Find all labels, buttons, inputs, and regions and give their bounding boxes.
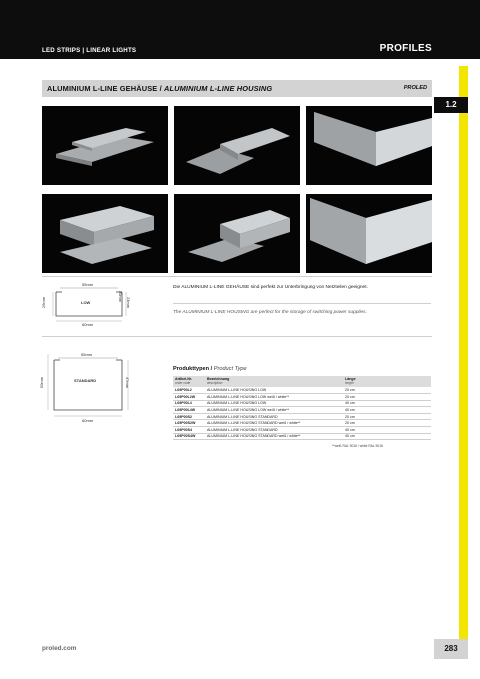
divider [42, 276, 432, 277]
product-photo-standard-closeup [306, 194, 432, 273]
product-title-bar [42, 80, 432, 97]
product-photo-standard-pair [42, 194, 168, 273]
accent-stripe [459, 66, 468, 639]
section-title: PROFILES [379, 43, 432, 54]
variant-label: STANDARD [74, 378, 97, 383]
col-order-code: Artikel-Nr. order code [173, 376, 205, 387]
dim-top: 55mm [81, 352, 93, 357]
header-band [0, 0, 480, 59]
drawing-standard [36, 348, 136, 426]
product-types-table [173, 376, 431, 440]
table-header-row [173, 376, 431, 387]
divider [173, 303, 431, 304]
section-number-tab: 1.2 [434, 97, 468, 113]
dim-top: 55mm [82, 282, 94, 287]
dim-right-inner: 20mm [118, 290, 124, 303]
dim-right: 47mm [125, 376, 131, 389]
col-description: Bezeichnung description [205, 376, 343, 387]
dim-left: 25mm [41, 296, 47, 309]
variant-label: LOW [81, 300, 91, 305]
description-en: The ALUMINIUM L-LINE HOUSING are perfect for the storage of switching power supplies. [173, 310, 367, 315]
dim-bottom: 60mm [82, 322, 94, 327]
category-label: LED STRIPS | LINEAR LIGHTS [42, 47, 137, 54]
divider [42, 336, 432, 337]
drawing-low [42, 280, 132, 328]
product-photo-low-angled [174, 106, 300, 185]
page-number: 283 [434, 639, 468, 659]
table-footnote: **weiß RAL 9016 / white RAL 9016 [332, 444, 383, 448]
table-row: L69P00S2W ALUMINIUM L-LINE HOUSING STANDARD weiß / white** 20 cm [173, 420, 431, 427]
dim-left: 50mm [39, 376, 45, 389]
product-photo-standard-angled [174, 194, 300, 273]
table-row: L69P00S2 ALUMINIUM L-LINE HOUSING STANDARD 20 cm [173, 413, 431, 420]
table-row: L69P00S4 ALUMINIUM L-LINE HOUSING STANDARD 40 cm [173, 427, 431, 434]
product-photo-low-pair [42, 106, 168, 185]
product-photo-low-closeup [306, 106, 432, 185]
website-link[interactable]: proled.com [42, 645, 77, 652]
table-row: L69P00S4W ALUMINIUM L-LINE HOUSING STANDARD weiß / white** 40 cm [173, 433, 431, 440]
dim-right: 23mm [126, 296, 132, 309]
col-length: Länge length [343, 376, 431, 387]
table-row: L69P00L2W ALUMINIUM L-LINE HOUSING LOW weiß / white** 20 cm [173, 394, 431, 401]
product-types-title: Produkttypen / Product Type [173, 366, 247, 372]
brand-logo: PROLED [403, 85, 427, 91]
table-row: L69P00L4 ALUMINIUM L-LINE HOUSING LOW 40 cm [173, 400, 431, 407]
table-row: L69P00L4W ALUMINIUM L-LINE HOUSING LOW weiß / white** 40 cm [173, 407, 431, 414]
product-title: ALUMINIUM L-LINE GEHÄUSE / ALUMINIUM L-LINE HOUSING [47, 84, 273, 93]
description-de: Die ALUMINIUM L-LINE GEHÄUSE sind perfekt zur Unterbringung von Netzteilen geeignet. [173, 285, 368, 290]
table-row: L69P00L2 ALUMINIUM L-LINE HOUSING LOW 20 cm [173, 387, 431, 394]
dim-bottom: 60mm [82, 418, 94, 423]
